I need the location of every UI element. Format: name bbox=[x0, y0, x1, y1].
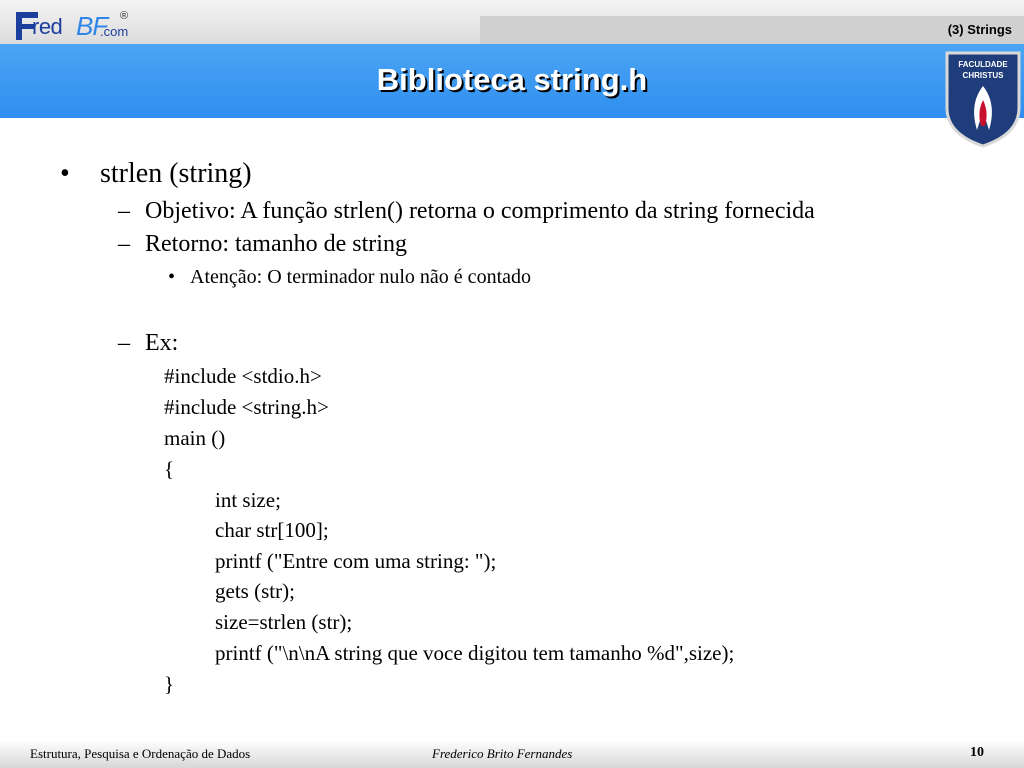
footer-course: Estrutura, Pesquisa e Ordenação de Dados bbox=[30, 746, 251, 761]
section-label: (3) Strings bbox=[947, 22, 1012, 37]
slide-title: Biblioteca string.h bbox=[376, 62, 648, 97]
subbullet-example: Ex: bbox=[145, 330, 179, 356]
faculdade-christus-seal-icon bbox=[944, 50, 1022, 148]
code-line: #include <string.h> bbox=[164, 395, 329, 419]
code-line: } bbox=[164, 672, 175, 696]
code-line: main () bbox=[164, 426, 226, 450]
note-null-terminator: Atenção: O terminador nulo não é contado bbox=[190, 266, 531, 288]
bullet-marker: • bbox=[60, 158, 70, 189]
code-line: printf ("\n\nA string que voce digitou tem tamanho %d",size); bbox=[215, 641, 735, 665]
seal-text-2: CHRISTUS bbox=[962, 71, 1004, 80]
small-bullet-marker: • bbox=[168, 266, 176, 288]
code-line: printf ("Entre com uma string: "); bbox=[215, 549, 497, 573]
dash-marker: – bbox=[118, 198, 130, 224]
dash-marker: – bbox=[118, 330, 130, 356]
code-line: gets (str); bbox=[215, 579, 295, 603]
subbullet-return: Retorno: tamanho de string bbox=[145, 231, 407, 257]
code-line: char str[100]; bbox=[215, 518, 329, 542]
bullet-strlen: strlen (string) bbox=[100, 158, 252, 189]
logo-text-red: red bbox=[32, 14, 63, 39]
header-tab bbox=[480, 16, 1024, 44]
registered-mark: ® bbox=[120, 10, 129, 22]
logo-text-com: .com bbox=[100, 24, 129, 39]
page-number: 10 bbox=[970, 745, 984, 760]
subbullet-objective: Objetivo: A função strlen() retorna o comprimento da string fornecida bbox=[145, 198, 815, 224]
logo-text-bf: BF bbox=[76, 11, 108, 41]
code-line: size=strlen (str); bbox=[215, 610, 353, 634]
seal-text-1: FACULDADE bbox=[958, 60, 1008, 69]
code-line: { bbox=[164, 457, 175, 481]
code-line: int size; bbox=[215, 488, 281, 512]
dash-marker: – bbox=[118, 231, 130, 257]
fredbf-logo bbox=[12, 6, 142, 44]
footer-author: Frederico Brito Fernandes bbox=[432, 746, 573, 761]
code-line: #include <stdio.h> bbox=[164, 364, 322, 388]
